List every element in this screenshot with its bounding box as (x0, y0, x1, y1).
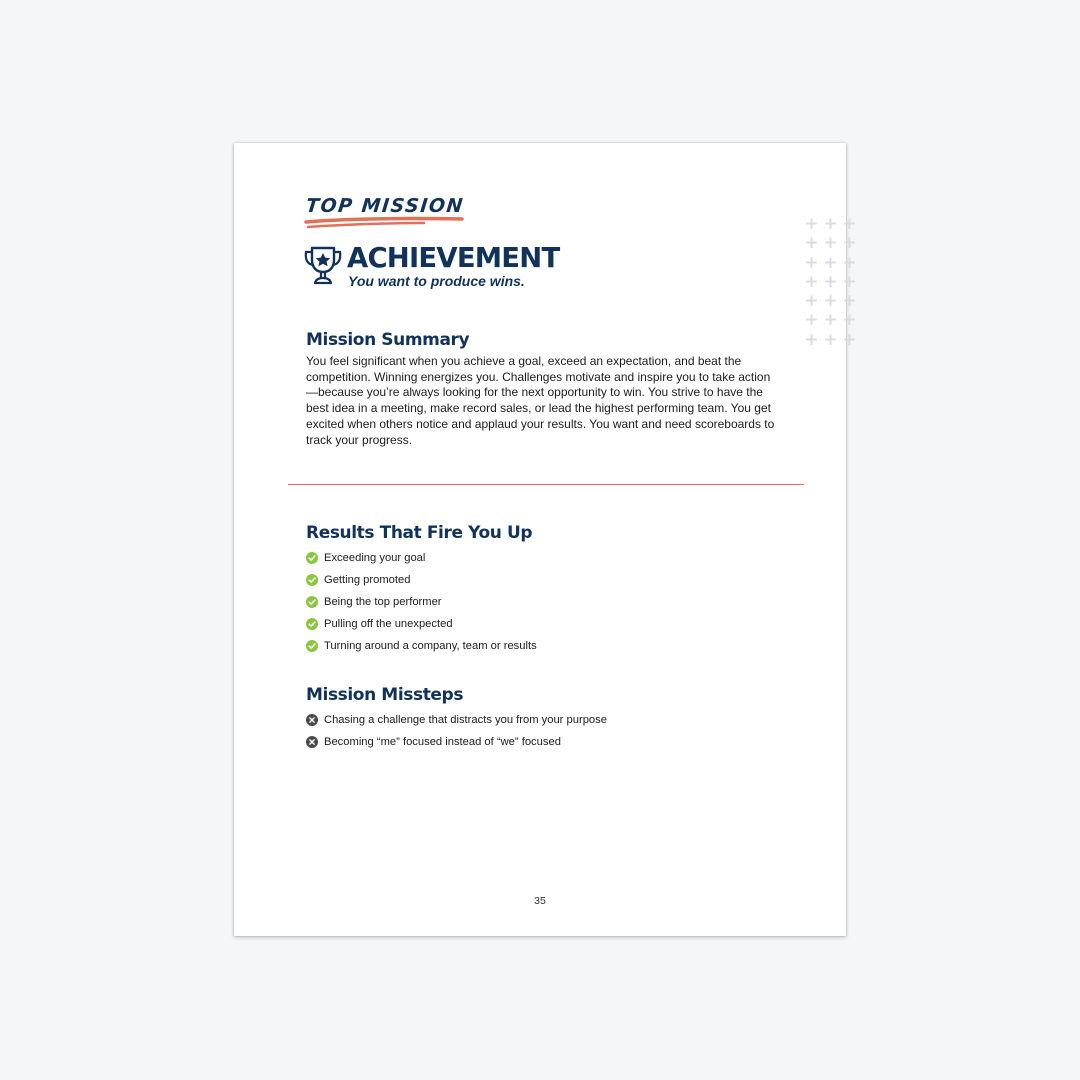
plus-mark: + (842, 329, 857, 350)
check-circle-icon (306, 574, 318, 586)
plus-mark: + (823, 310, 838, 331)
plus-mark: + (804, 271, 819, 292)
list-item-text: Chasing a challenge that distracts you from your purpose (324, 714, 607, 726)
plus-mark: + (804, 214, 819, 234)
plus-mark: + (823, 233, 838, 254)
plus-mark: + (823, 291, 838, 312)
plus-mark: + (823, 271, 838, 292)
plus-mark: + (842, 291, 857, 312)
results-list (306, 547, 537, 657)
mission-summary-heading: Mission Summary (306, 330, 470, 350)
list-item-text: Pulling off the unexpected (324, 618, 453, 630)
mission-summary-text: You feel significant when you achieve a goal, exceed an expectation, and beat the competition. Winning energizes you. Challenges motivate and inspire you to take action—because you’re always looking for the next opportunity to win. You strive to have the best idea in a meeting, make record sales, or lead the highest performing team. You get excited when others notice and applaud your results. You want and need scoreboards to track your progress. (306, 354, 775, 447)
page-title: ACHIEVEMENT (347, 241, 560, 274)
x-circle-icon (306, 736, 318, 748)
check-circle-icon (306, 640, 318, 652)
list-item-text: Being the top performer (324, 596, 442, 608)
list-item-text: Becoming “me” focused instead of “we” focused (324, 736, 561, 748)
plus-mark: + (842, 271, 857, 292)
list-item (306, 547, 537, 569)
check-circle-icon (306, 596, 318, 608)
trophy-star-icon (302, 245, 344, 287)
plus-mark: + (842, 252, 857, 273)
list-item (306, 591, 537, 613)
x-circle-icon (306, 714, 318, 726)
plus-mark: + (842, 310, 857, 331)
plus-mark: + (804, 291, 819, 312)
section-divider (288, 484, 804, 485)
missteps-list (306, 709, 607, 753)
document-page (234, 143, 857, 936)
list-item (306, 569, 537, 591)
list-item-text: Getting promoted (324, 574, 411, 586)
plus-mark: + (823, 214, 838, 234)
results-heading: Results That Fire You Up (306, 523, 533, 543)
plus-mark: + (804, 252, 819, 273)
list-item (306, 635, 537, 657)
list-item-text: Turning around a company, team or results (324, 640, 537, 652)
plus-mark: + (842, 214, 857, 234)
brush-underline (304, 216, 464, 230)
list-item (306, 709, 607, 731)
check-circle-icon (306, 552, 318, 564)
list-item-text: Exceeding your goal (324, 552, 426, 564)
check-circle-icon (306, 618, 318, 630)
page-number: 35 (534, 895, 546, 907)
page-subtitle: You want to produce wins. (348, 273, 525, 289)
plus-mark: + (823, 329, 838, 350)
plus-mark: + (804, 329, 819, 350)
missteps-heading: Mission Missteps (306, 685, 464, 705)
plus-mark: + (823, 252, 838, 273)
plus-mark: + (842, 233, 857, 254)
plus-pattern-decoration (802, 215, 859, 350)
plus-mark: + (804, 310, 819, 331)
list-item (306, 731, 607, 753)
plus-mark: + (804, 233, 819, 254)
top-mission-kicker: TOP MISSION (304, 195, 466, 217)
list-item (306, 613, 537, 635)
